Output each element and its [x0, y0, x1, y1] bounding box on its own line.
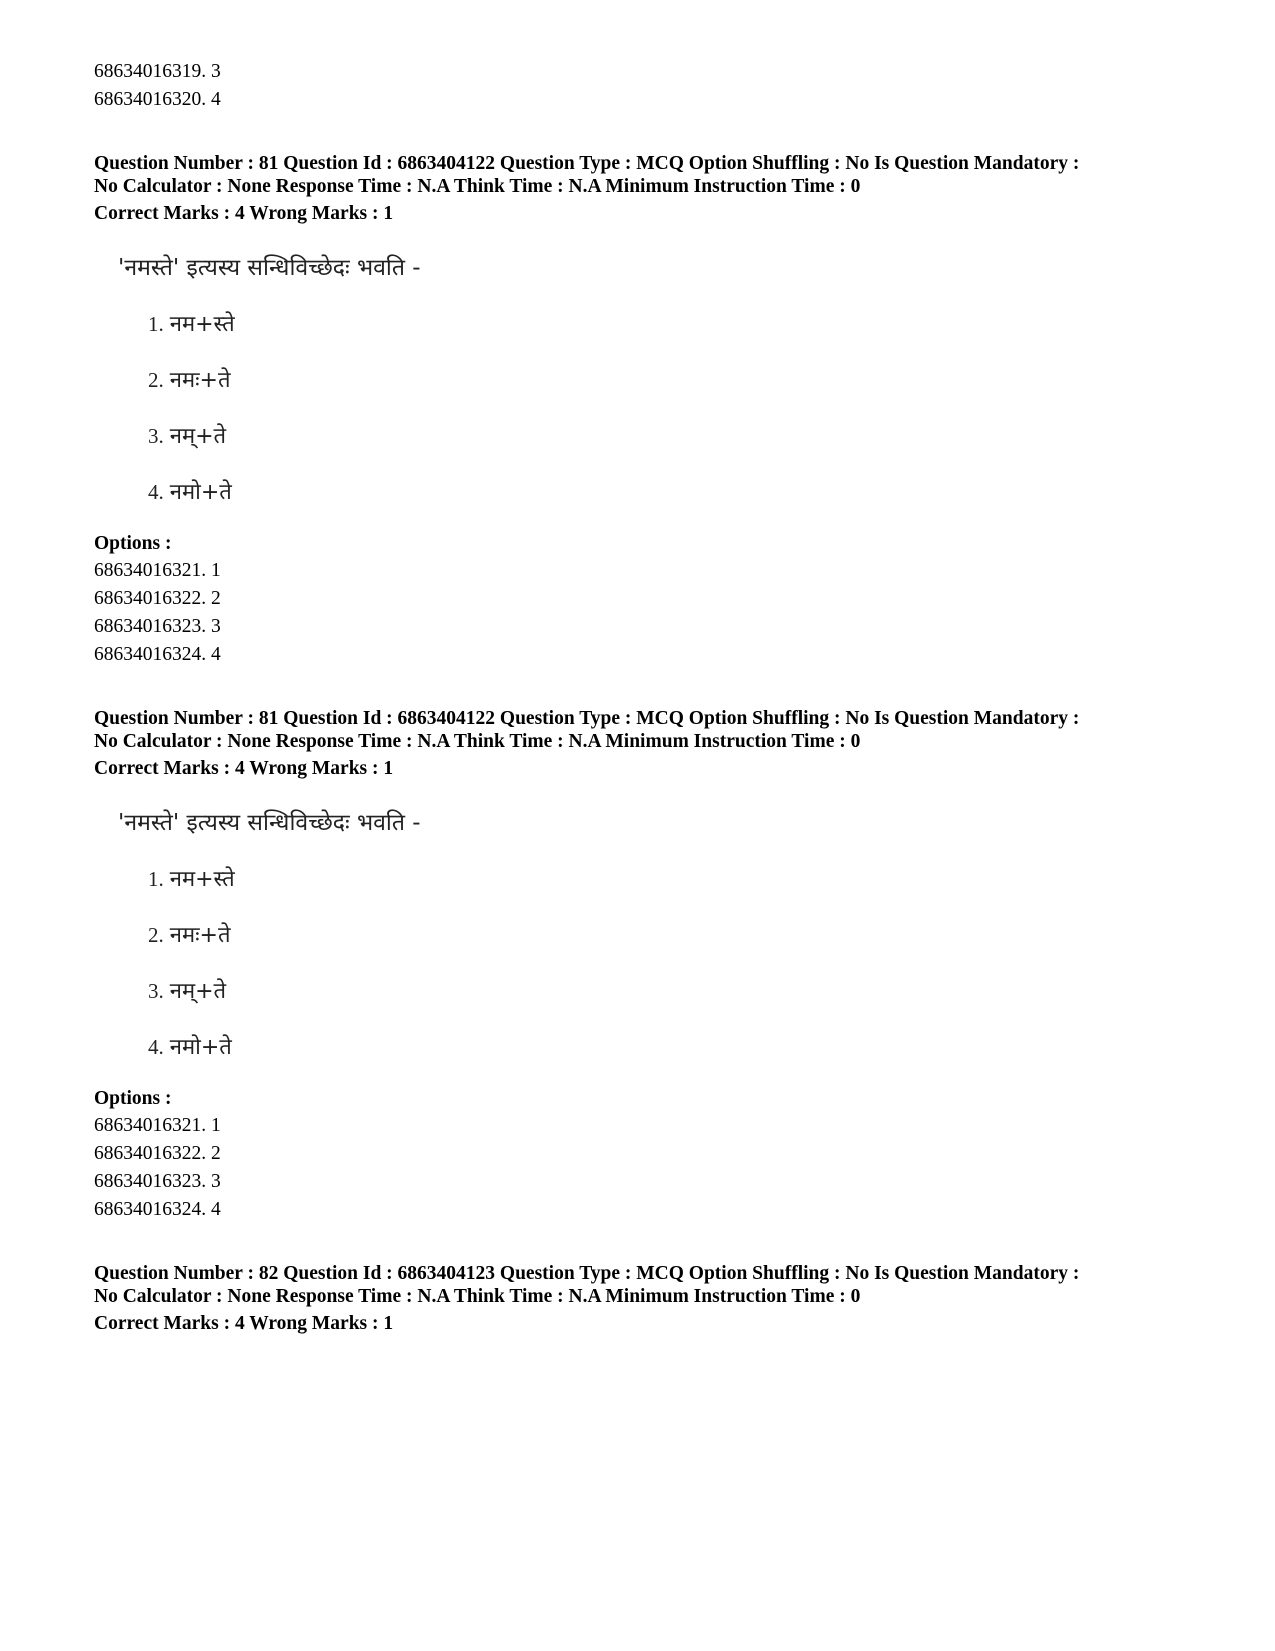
- question-choice: 1. नम+स्ते: [148, 867, 235, 892]
- option-line: 68634016322. 2: [94, 1143, 221, 1164]
- question-stem: 'नमस्ते' इत्यस्य सन्धिविच्छेदः भवति -: [118, 255, 421, 281]
- question-stem: 'नमस्ते' इत्यस्य सन्धिविच्छेदः भवति -: [118, 810, 421, 836]
- question-header-line2: No Calculator : None Response Time : N.A Think Time : N.A Minimum Instruction Time : 0: [94, 176, 861, 197]
- question-header-line1: Question Number : 81 Question Id : 6863404122 Question Type : MCQ Option Shuffling : No Is Question Mandatory :: [94, 153, 1080, 174]
- option-line: 68634016320. 4: [94, 89, 221, 110]
- question-choice: 2. नमः+ते: [148, 368, 231, 393]
- question-choice: 4. नमो+ते: [148, 1035, 232, 1060]
- question-choice: 4. नमो+ते: [148, 480, 232, 505]
- question-header-line2: No Calculator : None Response Time : N.A Think Time : N.A Minimum Instruction Time : 0: [94, 731, 861, 752]
- option-line: 68634016324. 4: [94, 1199, 221, 1220]
- options-label: Options :: [94, 533, 172, 554]
- question-choice: 3. नम्+ते: [148, 424, 227, 449]
- option-line: 68634016322. 2: [94, 588, 221, 609]
- option-line: 68634016323. 3: [94, 616, 221, 637]
- question-marks: Correct Marks : 4 Wrong Marks : 1: [94, 203, 394, 224]
- question-choice: 1. नम+स्ते: [148, 312, 235, 337]
- option-line: 68634016323. 3: [94, 1171, 221, 1192]
- question-header-line1: Question Number : 82 Question Id : 6863404123 Question Type : MCQ Option Shuffling : No Is Question Mandatory :: [94, 1263, 1080, 1284]
- question-marks: Correct Marks : 4 Wrong Marks : 1: [94, 1313, 394, 1334]
- question-choice: 2. नमः+ते: [148, 923, 231, 948]
- option-line: 68634016321. 1: [94, 560, 221, 581]
- option-line: 68634016319. 3: [94, 61, 221, 82]
- question-header-line1: Question Number : 81 Question Id : 6863404122 Question Type : MCQ Option Shuffling : No Is Question Mandatory :: [94, 708, 1080, 729]
- options-label: Options :: [94, 1088, 172, 1109]
- option-line: 68634016321. 1: [94, 1115, 221, 1136]
- question-header-line2: No Calculator : None Response Time : N.A Think Time : N.A Minimum Instruction Time : 0: [94, 1286, 861, 1307]
- question-choice: 3. नम्+ते: [148, 979, 227, 1004]
- question-marks: Correct Marks : 4 Wrong Marks : 1: [94, 758, 394, 779]
- option-line: 68634016324. 4: [94, 644, 221, 665]
